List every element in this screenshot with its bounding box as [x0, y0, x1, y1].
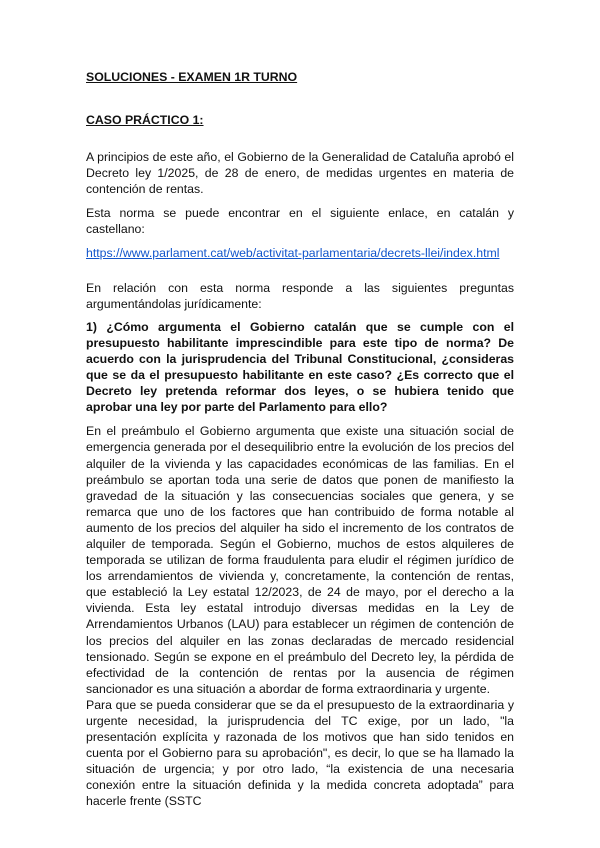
answer-paragraph-2: Para que se pueda considerar que se da el presupuesto de la extraordinaria y urgente necesidad, la jurisprudencia del TC exige, por un lado, "la presentación explícita y razonada de los motivos que han sido tenidos en cuenta por el Gobierno para su aprobación", es decir, lo que se ha llamado la situación de urgencia; y por otro lado, “la existencia de una necesaria conexión entre la situación definida y la medida concreta adoptada” para hacerle frente (SSTC	[86, 697, 514, 809]
instructions-paragraph: En relación con esta norma responde a las siguientes preguntas argumentándolas jurídicamente:	[86, 280, 514, 311]
case-title: CASO PRÁCTICO 1:	[86, 113, 204, 127]
link-paragraph	[86, 245, 514, 261]
intro-paragraph: A principios de este año, el Gobierno de la Generalidad de Cataluña aprobó el Decreto ley 1/2025, de 28 de enero, de medidas urgentes en materia de contención de rentas.	[86, 150, 514, 197]
answer-paragraph-1: En el preámbulo el Gobierno argumenta que existe una situación social de emergencia generada por el desequilibrio entre la evolución de los precios del alquiler de la vivienda y las capacidades económicas de las familias. En el preámbulo se aportan toda una serie de datos que ponen de manifiesto la gravedad de la situación y las consecuencias sociales que genera, y se remarca que uno de los factores que han contribuido de forma notable al aumento de los precios del alquiler ha sido el incremento de los contratos de alquiler de temporada. Según el Gobierno, muchos de estos alquileres de temporada se utilizan de forma fraudulenta para eludir el régimen jurídico de los arrendamientos de vivienda y, concretamente, la contención de rentas, que estableció la Ley estatal 12/2023, de 24 de mayo, por el derecho a la vivienda. Esta ley estatal introdujo diversas medidas en la Ley de Arrendamientos Urbanos (LAU) para establecer un régimen de contención de los precios del alquiler en las zonas declaradas de mercado residencial tensionado. Según se expone en el preámbulo del Decreto ley, la pérdida de efectividad de la contención de rentas por la ausencia de régimen sancionador es una situación a abordar de forma extraordinaria y urgente.	[86, 424, 514, 696]
question-1: 1) ¿Cómo argumenta el Gobierno catalán que se cumple con el presupuesto habilitante imprescindible para este tipo de norma? De acuerdo con la jurisprudencia del Tribunal Constitucional, ¿consideras que se da el presupuesto habilitante en este caso? ¿Es correcto que el Decreto ley pretenda reformar dos leyes, o se hubiera tenido que aprobar una ley por parte del Parlamento para ello?	[86, 319, 514, 415]
source-note-paragraph: Esta norma se puede encontrar en el siguiente enlace, en catalán y castellano:	[86, 206, 514, 237]
document-title: SOLUCIONES - EXAMEN 1R TURNO	[86, 70, 298, 84]
parlament-link[interactable]: https://www.parlament.cat/web/activitat-parlamentaria/decrets-llei/index.html	[86, 246, 500, 261]
